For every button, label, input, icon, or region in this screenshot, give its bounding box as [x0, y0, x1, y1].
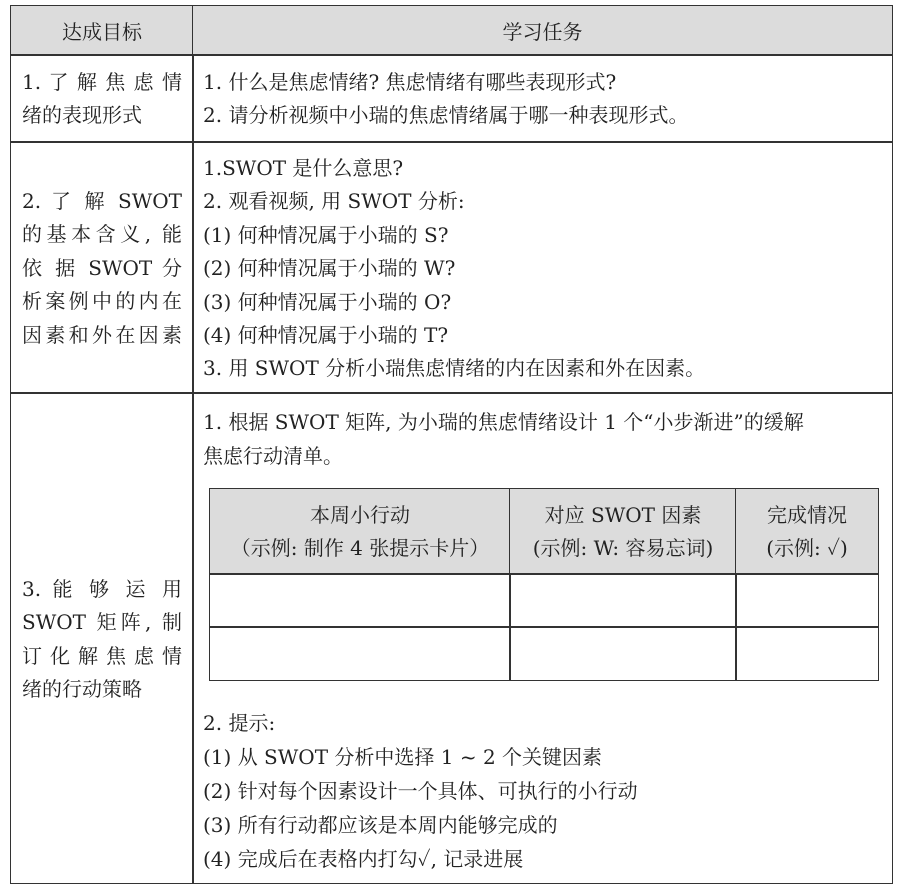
inner-cell-status[interactable] — [735, 573, 879, 628]
inner-cell-factor[interactable] — [509, 626, 737, 681]
inner-header-example: (示例: W: 容易忘词) — [532, 535, 714, 560]
inner-header-example: (示例: ✓) — [766, 535, 848, 560]
header-task-label: 学习任务 — [502, 20, 583, 44]
goal-line: 绪的表现形式 — [22, 103, 142, 128]
hint-line: 2. 提示: — [203, 711, 276, 735]
inner-header-example: （示例: 制作 4 张提示卡片） — [230, 535, 490, 560]
goal-line: 的基本含义, 能 — [22, 222, 182, 247]
inner-cell-action[interactable] — [209, 626, 511, 681]
goal-line: 3. 能 够 运 用 — [22, 577, 182, 601]
task-line: (1) 何种情况属于小瑞的 S? — [203, 222, 449, 247]
task-line: 1. 什么是焦虑情绪? 焦虑情绪有哪些表现形式? — [203, 70, 617, 94]
hint-line: (2) 针对每个因素设计一个具体、可执行的小行动 — [203, 779, 638, 803]
task-line: (2) 何种情况属于小瑞的 W? — [203, 256, 456, 281]
task-line: 3. 用 SWOT 分析小瑞焦虑情绪的内在因素和外在因素。 — [203, 356, 706, 381]
row2-tasks — [192, 141, 893, 394]
goal-line: 析案例中的内在 — [22, 289, 182, 314]
task-line: 1.SWOT 是什么意思? — [203, 156, 404, 180]
goal-line: 2. 了 解 SWOT — [22, 189, 182, 213]
task-line: 2. 请分析视频中小瑞的焦虑情绪属于哪一种表现形式。 — [203, 103, 689, 128]
goal-line: 绪的行动策略 — [22, 677, 142, 702]
hint-line: (1) 从 SWOT 分析中选择 1 ~ 2 个关键因素 — [203, 745, 603, 769]
inner-header-action — [209, 488, 511, 575]
goal-line: 因素和外在因素 — [22, 322, 182, 347]
task-line: (4) 何种情况属于小瑞的 T? — [203, 323, 449, 348]
header-task — [192, 5, 893, 56]
header-goal-label: 达成目标 — [62, 20, 142, 44]
inner-cell-status[interactable] — [735, 626, 879, 681]
row1-tasks — [192, 54, 893, 143]
row1-goal — [10, 54, 194, 143]
header-goal — [10, 5, 194, 56]
inner-cell-action[interactable] — [209, 573, 511, 628]
task-line: (3) 何种情况属于小瑞的 O? — [203, 289, 452, 314]
goal-line: 依 据 SWOT 分 — [22, 255, 182, 280]
row3-goal — [10, 392, 194, 884]
goal-line: SWOT 矩阵, 制 — [22, 610, 182, 635]
inner-header-status — [735, 488, 879, 575]
inner-cell-factor[interactable] — [509, 573, 737, 628]
goal-line: 1. 了 解 焦 虑 情 — [22, 70, 182, 94]
row2-goal — [10, 141, 194, 394]
inner-header-title: 完成情况 — [767, 502, 847, 527]
intro-line: 1. 根据 SWOT 矩阵, 为小瑞的焦虑情绪设计 1 个“小步渐进”的缓解 — [203, 410, 804, 434]
hint-line: (3) 所有行动都应该是本周内能够完成的 — [203, 813, 558, 837]
goal-line: 订化解焦虑情 — [22, 643, 182, 668]
inner-header-factor — [509, 488, 737, 575]
task-line: 2. 观看视频, 用 SWOT 分析: — [203, 189, 465, 214]
hint-line: (4) 完成后在表格内打勾✓, 记录进展 — [203, 847, 524, 871]
intro-line: 焦虑行动清单。 — [203, 444, 343, 468]
inner-header-title: 本周小行动 — [310, 502, 410, 527]
inner-header-title: 对应 SWOT 因素 — [544, 502, 702, 527]
